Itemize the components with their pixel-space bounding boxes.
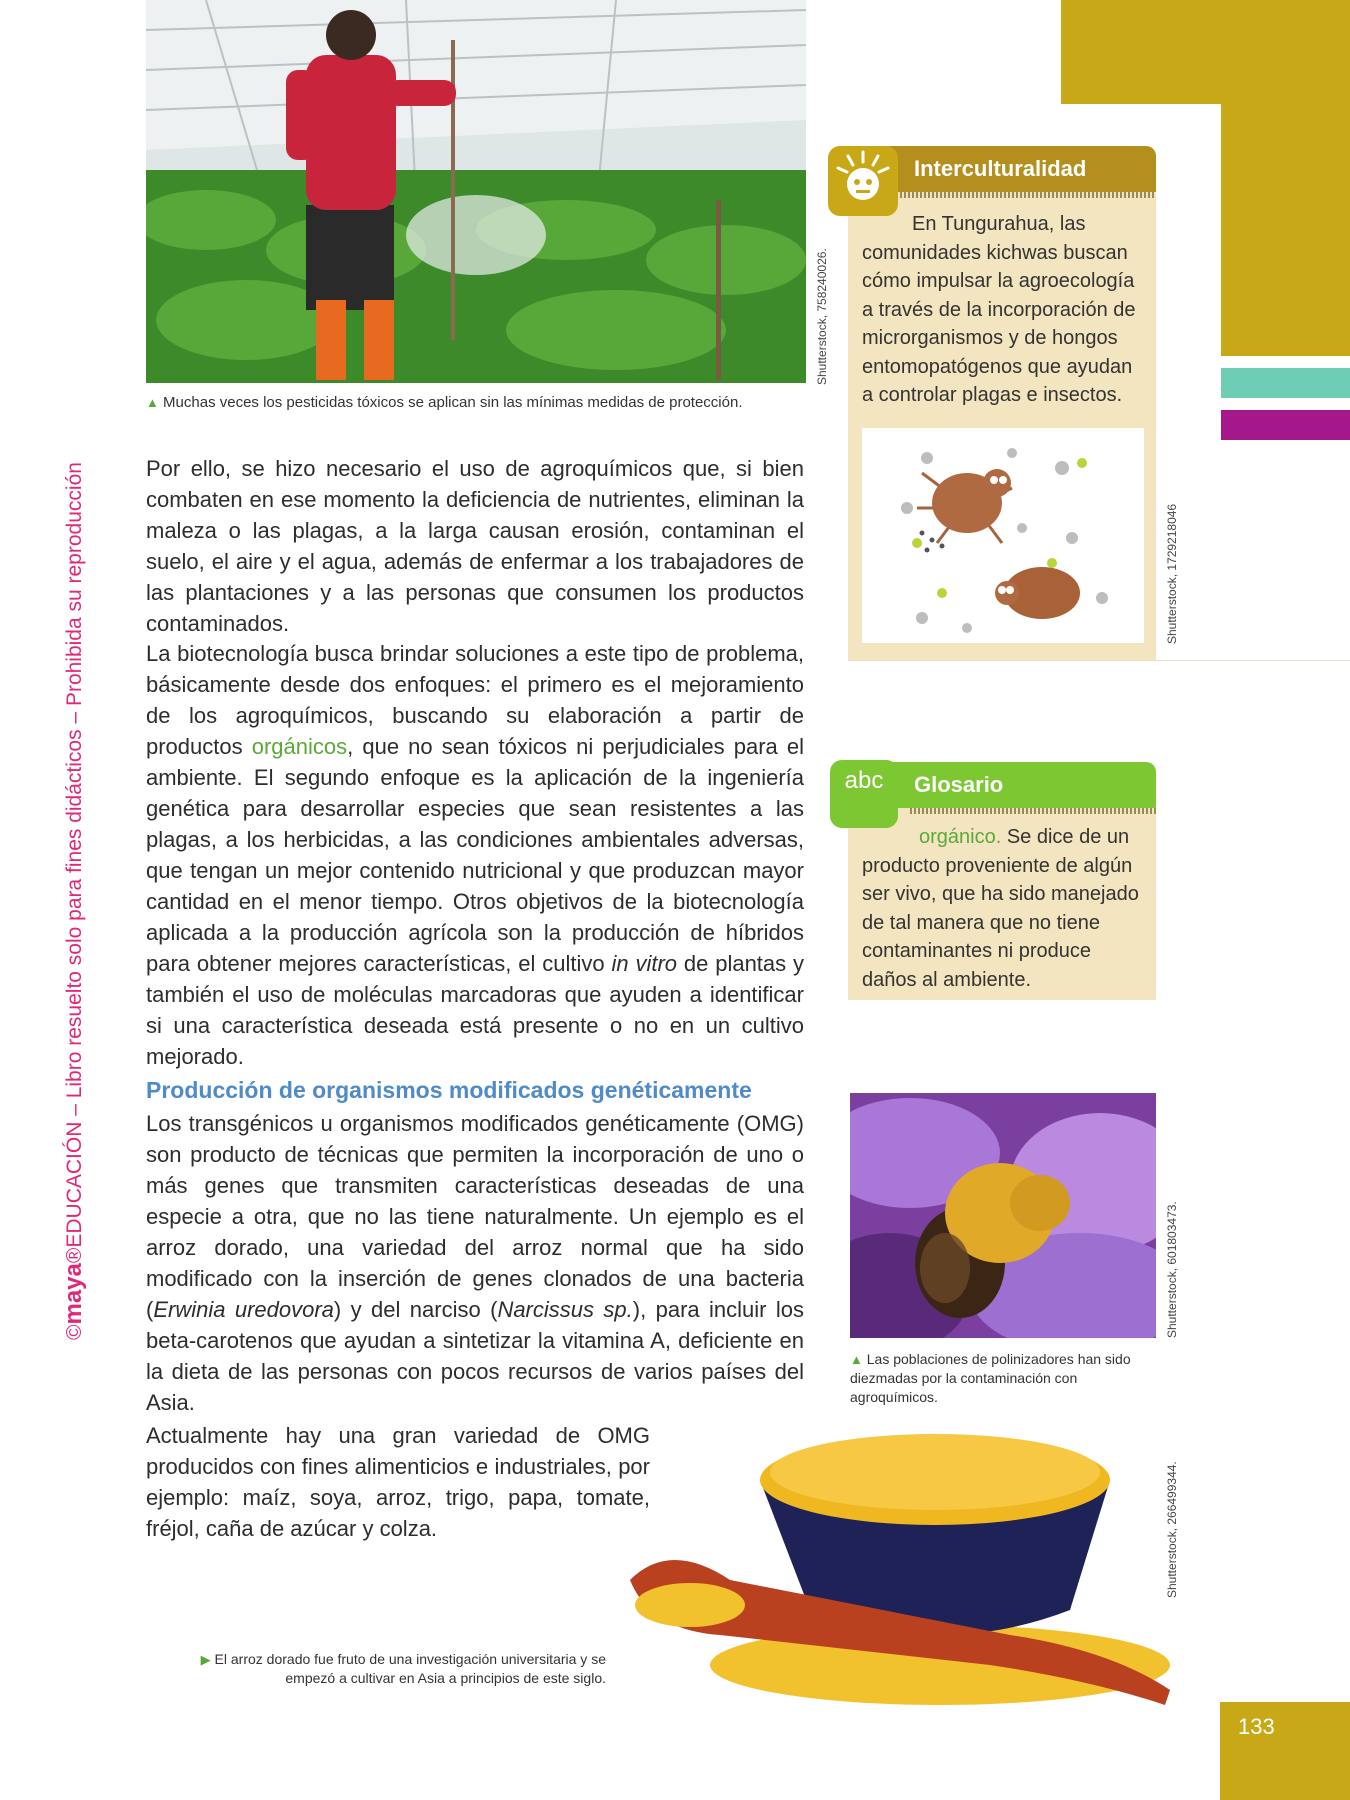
bee-photo-credit: Shutterstock, 601803473. bbox=[1165, 1201, 1179, 1338]
decor-gold-bar bbox=[1221, 104, 1350, 356]
page-number-tab bbox=[1220, 1702, 1350, 1800]
glosario-abc-icon: abc bbox=[830, 760, 898, 828]
rice-photo-credit: Shutterstock, 266499344. bbox=[1165, 1461, 1179, 1598]
caption-triangle-icon: ▲ bbox=[850, 1352, 863, 1367]
rice-photo-caption bbox=[192, 1650, 606, 1688]
paragraph-2 bbox=[146, 638, 804, 1072]
paragraph-1-text: Por ello, se hizo necesario el uso de agroquímicos que, si bien combaten en ese momento la deficiencia de nutrientes, eliminan la maleza o las plagas, a la larga causan erosión, contaminan el suelo, el aire y el agua, además de enfermar a los trabajadores de las plantaciones y a las personas que consumen los productos contaminados. bbox=[146, 456, 804, 636]
mites-credit: Shutterstock, 1729218046 bbox=[1165, 503, 1179, 644]
paragraph-1 bbox=[146, 453, 804, 639]
copyright-symbol: © bbox=[63, 1324, 86, 1340]
section-heading: Producción de organismos modificados genéticamente bbox=[146, 1077, 752, 1103]
paragraph-3-text-b: ) y del narciso ( bbox=[333, 1297, 498, 1322]
interculturalidad-hatch bbox=[900, 192, 1156, 198]
golden-rice-photo bbox=[610, 1410, 1180, 1720]
decor-gold-block bbox=[1061, 0, 1350, 104]
glosario-hatch bbox=[910, 808, 1156, 814]
organicos-highlight: orgánicos bbox=[251, 734, 348, 759]
bee-photo bbox=[850, 1093, 1156, 1338]
in-vitro-term: in vitro bbox=[611, 951, 678, 976]
paragraph-3-text-c: ), para incluir los beta-carotenos que ayudan a sintetizar la vitamina A, deficiente en la dieta de las personas con pocos recursos de varios países del Asia. bbox=[146, 1297, 804, 1415]
paragraph-3 bbox=[146, 1108, 804, 1418]
brand-logo: maya bbox=[60, 1263, 87, 1325]
copyright-notice bbox=[60, 462, 88, 1340]
decor-teal-bar bbox=[1221, 368, 1350, 398]
paragraph-2-text-a: La biotecnología busca brindar soluciones a este tipo de problema, básicamente desde dos enfoques: el primero es el mejoramiento de los agroquímicos, buscando su elaboración a partir de productos bbox=[146, 641, 804, 759]
pesticide-photo bbox=[146, 0, 806, 383]
registered-mark: ® bbox=[63, 1247, 86, 1264]
paragraph-2-text-b: , que no sean tóxicos ni perjudiciales para el ambiente. El segundo enfoque es la aplicación de la ingeniería genética para desarrollar especies que sean resistentes a las plagas, a los herbicidas, a las condiciones ambientales adversas, que tengan un mejor contenido nutricional y que produzcan mayor cantidad en el menor tiempo. Otros objetivos de la biotecnología aplicada a la producción agrícola son la producción de híbridos para obtener mejores características, el cultivo bbox=[146, 734, 805, 976]
caption-triangle-icon: ▶ bbox=[200, 1652, 211, 1667]
decor-divider bbox=[848, 660, 1350, 661]
glosario-definition: Se dice de un producto proveniente de algún ser vivo, que ha sido manejado de tal manera que no tiene contaminantes ni produce daños al ambiente. bbox=[862, 826, 1139, 991]
glosario-title: Glosario bbox=[914, 772, 1004, 797]
bee-photo-caption bbox=[850, 1350, 1160, 1407]
caption-triangle-icon: ▲ bbox=[146, 395, 159, 410]
erwinia-term: Erwinia uredovora bbox=[153, 1297, 334, 1322]
decor-magenta-bar bbox=[1221, 410, 1350, 440]
glosario-term: orgánico. bbox=[919, 826, 1002, 848]
rice-photo-caption-text: El arroz dorado fue fruto de una investigación universitaria y se empezó a cultivar en Asia a principios de este siglo. bbox=[214, 1651, 606, 1686]
copyright-text: EDUCACIÓN – Libro resuelto solo para fines didácticos – Prohibida su reproducción bbox=[63, 462, 86, 1248]
bee-photo-caption-text: Las poblaciones de polinizadores han sido diezmadas por la contaminación con agroquímicos. bbox=[850, 1351, 1131, 1405]
interculturalidad-text: En Tungurahua, las comunidades kichwas buscan cómo impulsar la agroecología a través de la incorporación de microrganismos y de hongos entomopatógenos que ayudan a controlar plagas e insectos. bbox=[862, 213, 1136, 406]
paragraph-4-text: Actualmente hay una gran variedad de OMG producidos con fines alimenticios e industriales, por ejemplo: maíz, soya, arroz, trigo, papa, tomate, fréjol, caña de azúcar y colza. bbox=[146, 1423, 650, 1541]
top-photo-caption bbox=[146, 393, 806, 413]
paragraph-3-text-a: Los transgénicos u organismos modificados genéticamente (OMG) son producto de técnicas que permiten la incorporación de uno o más genes que transmiten características deseadas de una especie a otra, que no las tiene naturalmente. Un ejemplo es el arroz dorado, una variedad del arroz normal que ha sido modificado con la inserción de genes clonados de una bacteria ( bbox=[146, 1111, 804, 1322]
mites-illustration bbox=[862, 428, 1144, 643]
top-photo-caption-text: Muchas veces los pesticidas tóxicos se aplican sin las mínimas medidas de protección. bbox=[163, 394, 743, 411]
paragraph-4 bbox=[146, 1420, 650, 1544]
paragraph-2-text-c: de plantas y también el uso de moléculas marcadoras que ayuden a identificar si una característica deseada está presente o no en un cultivo mejorado. bbox=[146, 951, 805, 1069]
top-photo-credit: Shutterstock, 758240026. bbox=[815, 248, 829, 385]
narcissus-term: Narcissus sp. bbox=[497, 1297, 633, 1322]
glosario-entry bbox=[862, 823, 1148, 994]
interculturalidad-title: Interculturalidad bbox=[914, 156, 1087, 181]
page-number: 133 bbox=[1238, 1714, 1275, 1739]
interculturalidad-icon bbox=[828, 146, 898, 216]
